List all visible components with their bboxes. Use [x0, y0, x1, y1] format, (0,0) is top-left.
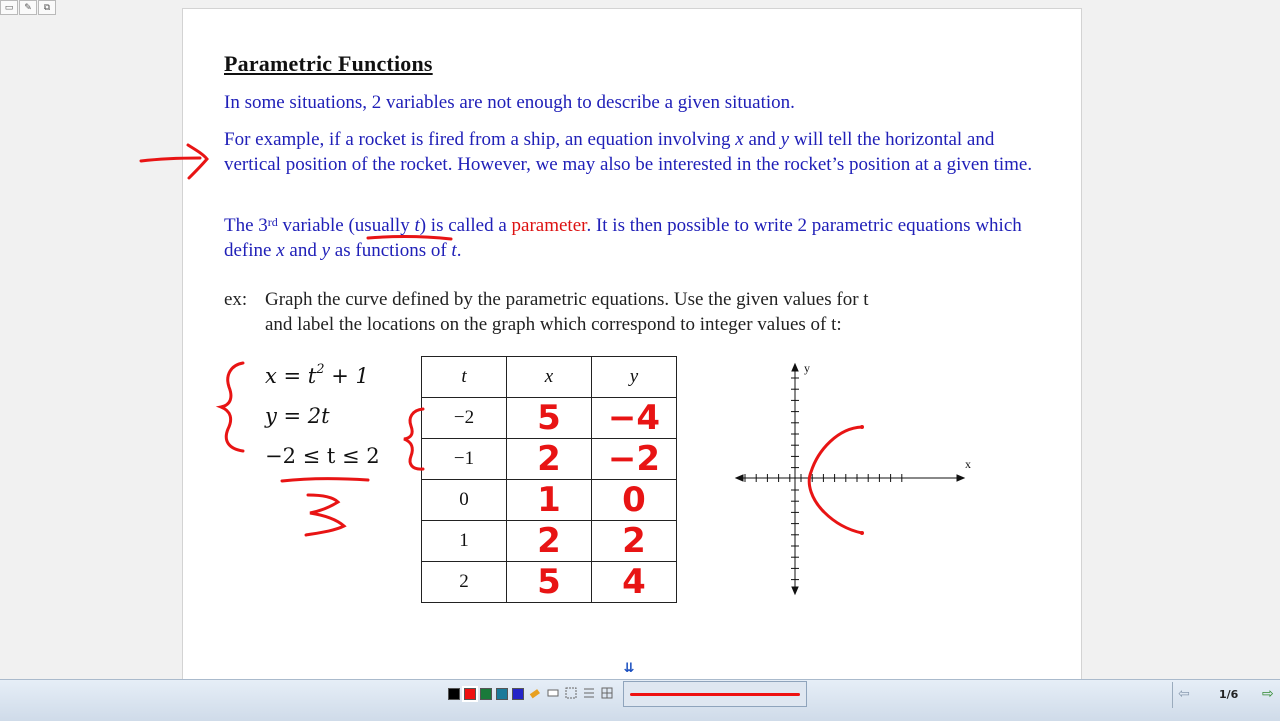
table-row: 0 1 0: [422, 479, 677, 520]
highlighter-icon[interactable]: [528, 686, 542, 700]
header-y: y: [592, 357, 677, 398]
graph-ticks: [745, 378, 902, 580]
annotation-close-brace: [278, 471, 373, 541]
window-controls: [0, 0, 56, 16]
color-black-swatch[interactable]: [448, 688, 460, 700]
example-paragraph: For example, if a rocket is fired from a ship, an equation involving x and y will tell the horizontal and vertical position of the rocket. However, we may also be interested in the rocket’s position at a given time.: [224, 129, 1033, 175]
next-page-icon[interactable]: ⇨: [1262, 686, 1274, 702]
annotation-arrow: [133, 134, 223, 194]
intro-paragraph: In some situations, 2 variables are not enough to describe a given situation.: [224, 92, 795, 113]
table-header-row: [422, 357, 677, 398]
pen-width-preview[interactable]: [623, 681, 807, 707]
minimize-icon[interactable]: ▭: [0, 0, 18, 15]
pen-stroke-sample: [630, 693, 800, 696]
edit-icon[interactable]: ✎: [19, 0, 37, 15]
curve-point: [822, 510, 825, 513]
table-row: 1 2 2: [422, 520, 677, 561]
select-icon[interactable]: [564, 686, 578, 700]
table-row: −2 5 −4: [422, 397, 677, 438]
parameter-paragraph: The 3rd variable (usually t) is called a parameter. It is then possible to write 2 parametric equations which define x and y as functions of t.: [224, 215, 1022, 261]
previous-page-icon[interactable]: ⇦: [1178, 686, 1190, 702]
equation-y: y = 2t: [265, 404, 330, 428]
collapse-toolbar-icon[interactable]: ⇊: [623, 661, 635, 676]
coordinate-graph: [728, 354, 978, 599]
parametric-curve: [809, 427, 862, 533]
table-row: 2 5 4: [422, 561, 677, 602]
parameter-term: parameter: [511, 215, 587, 236]
color-blue-swatch[interactable]: [512, 688, 524, 700]
values-table: [421, 356, 677, 603]
table-row: −1 2 −2: [422, 438, 677, 479]
equation-x: $x = t^2 + 1$: [265, 362, 369, 388]
document-page: [182, 8, 1082, 688]
annotation-left-brace: [213, 357, 253, 457]
color-red-swatch[interactable]: [464, 688, 476, 700]
color-green-swatch[interactable]: [480, 688, 492, 700]
graph-x-label: x: [965, 457, 971, 471]
color-teal-swatch[interactable]: [496, 688, 508, 700]
graph-y-label: y: [804, 361, 810, 375]
t-range: −2 ≤ t ≤ 2: [265, 444, 380, 468]
lines-icon[interactable]: [582, 686, 596, 700]
graph-axes: [736, 364, 964, 594]
restore-icon[interactable]: ⧉: [38, 0, 56, 15]
example-instructions: ex: Graph the curve defined by the parametric equations. Use the given values for t and label the locations on the graph which correspond to integer values of t:: [224, 289, 869, 335]
eraser-icon[interactable]: [546, 686, 560, 700]
header-x: x: [507, 357, 592, 398]
grid-icon[interactable]: [600, 686, 614, 700]
header-t: t: [422, 357, 507, 398]
curve-point: [860, 531, 864, 535]
annotation-table-brace: [399, 404, 434, 474]
page-title: Parametric Functions: [224, 51, 433, 76]
page-indicator: 1/6: [1219, 688, 1239, 701]
toolbar-divider: [1172, 682, 1173, 708]
curve-point: [860, 425, 864, 429]
annotation-underline: [363, 219, 463, 251]
